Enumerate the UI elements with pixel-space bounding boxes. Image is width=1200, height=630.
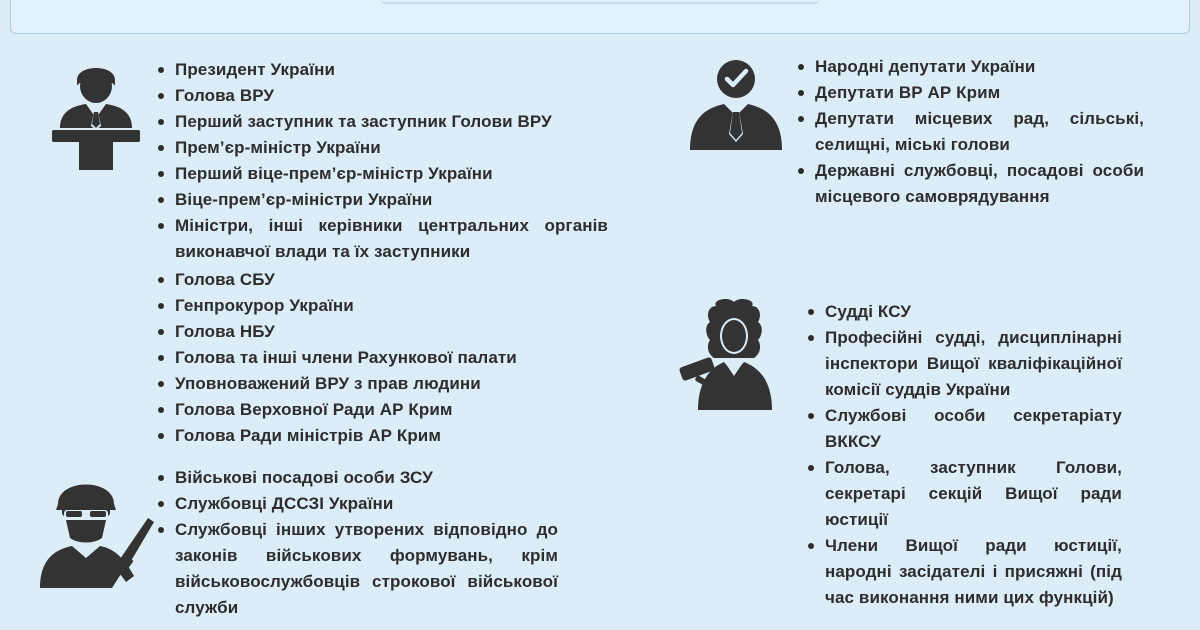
list-item: Службовці ДССЗІ України <box>158 491 558 517</box>
list-item: Міністри, інші керівники центральних органів виконавчої влади та їх заступники <box>158 213 608 265</box>
bullet <box>158 475 164 481</box>
bullet <box>158 355 164 361</box>
bullet <box>158 277 164 283</box>
bullet <box>158 501 164 507</box>
judge-with-gavel-icon <box>676 296 806 414</box>
bullet <box>158 527 164 533</box>
list-item: Перший заступник та заступник Голови ВРУ <box>158 109 608 135</box>
bullet <box>158 407 164 413</box>
bullet <box>158 119 164 125</box>
bullet <box>158 381 164 387</box>
speaker-at-podium-icon <box>46 56 146 176</box>
judges-list <box>808 299 1122 611</box>
header-banner-divider <box>380 0 820 4</box>
bullet <box>158 197 164 203</box>
list-item: Службовці інших утворених відповідно до законів військових формувань, крім військовослужбовців строкової військової служби <box>158 517 558 621</box>
bullet <box>798 64 804 70</box>
list-item: Перший віце-прем’єр-міністр України <box>158 161 608 187</box>
list-item: Голова НБУ <box>158 319 608 345</box>
bullet <box>808 309 814 315</box>
list-item: Професійні судді, дисциплінарні інспектори Вищої кваліфікаційної комісії суддів України <box>808 325 1122 403</box>
bullet <box>798 116 804 122</box>
list-item: Службові особи секретаріату ВККСУ <box>808 403 1122 455</box>
bullet <box>158 303 164 309</box>
list-item: Голова ВРУ <box>158 83 608 109</box>
list-item: Уповноважений ВРУ з прав людини <box>158 371 608 397</box>
bullet <box>158 171 164 177</box>
bullet <box>808 465 814 471</box>
bullet <box>798 168 804 174</box>
deputies-list <box>798 54 1144 210</box>
bullet <box>158 433 164 439</box>
list-item: Голова Верховної Ради АР Крим <box>158 397 608 423</box>
list-item: Військові посадові особи ЗСУ <box>158 465 558 491</box>
bullet <box>158 329 164 335</box>
bullet <box>808 413 814 419</box>
bullet <box>158 223 164 229</box>
list-item: Голова та інші члени Рахункової палати <box>158 345 608 371</box>
list-item: Члени Вищої ради юстиції, народні засідателі і присяжні (під час виконання ними цих функцій) <box>808 533 1122 611</box>
list-item: Судді КСУ <box>808 299 1122 325</box>
bullet <box>158 93 164 99</box>
bullet <box>808 543 814 549</box>
officials-list <box>158 57 608 449</box>
header-banner <box>10 0 1190 34</box>
bullet <box>808 335 814 341</box>
list-item: Народні депутати України <box>798 54 1144 80</box>
soldier-with-rifle-icon <box>36 470 156 595</box>
list-item: Голова СБУ <box>158 267 608 293</box>
list-item: Голова Ради міністрів АР Крим <box>158 423 608 449</box>
military-list <box>158 465 558 621</box>
bullet <box>158 67 164 73</box>
list-item: Генпрокурор України <box>158 293 608 319</box>
list-item: Прем’єр-міністр України <box>158 135 608 161</box>
list-item: Президент України <box>158 57 608 83</box>
list-item: Депутати ВР АР Крим <box>798 80 1144 106</box>
list-item: Голова, заступник Голови, секретарі секцій Вищої ради юстиції <box>808 455 1122 533</box>
list-item: Депутати місцевих рад, сільські, селищні, міські голови <box>798 106 1144 158</box>
deputy-checkmark-icon <box>686 52 786 152</box>
bullet <box>158 145 164 151</box>
list-item: Державні службовці, посадові особи місцевого самоврядування <box>798 158 1144 210</box>
list-item: Віце-прем’єр-міністри України <box>158 187 608 213</box>
bullet <box>798 90 804 96</box>
